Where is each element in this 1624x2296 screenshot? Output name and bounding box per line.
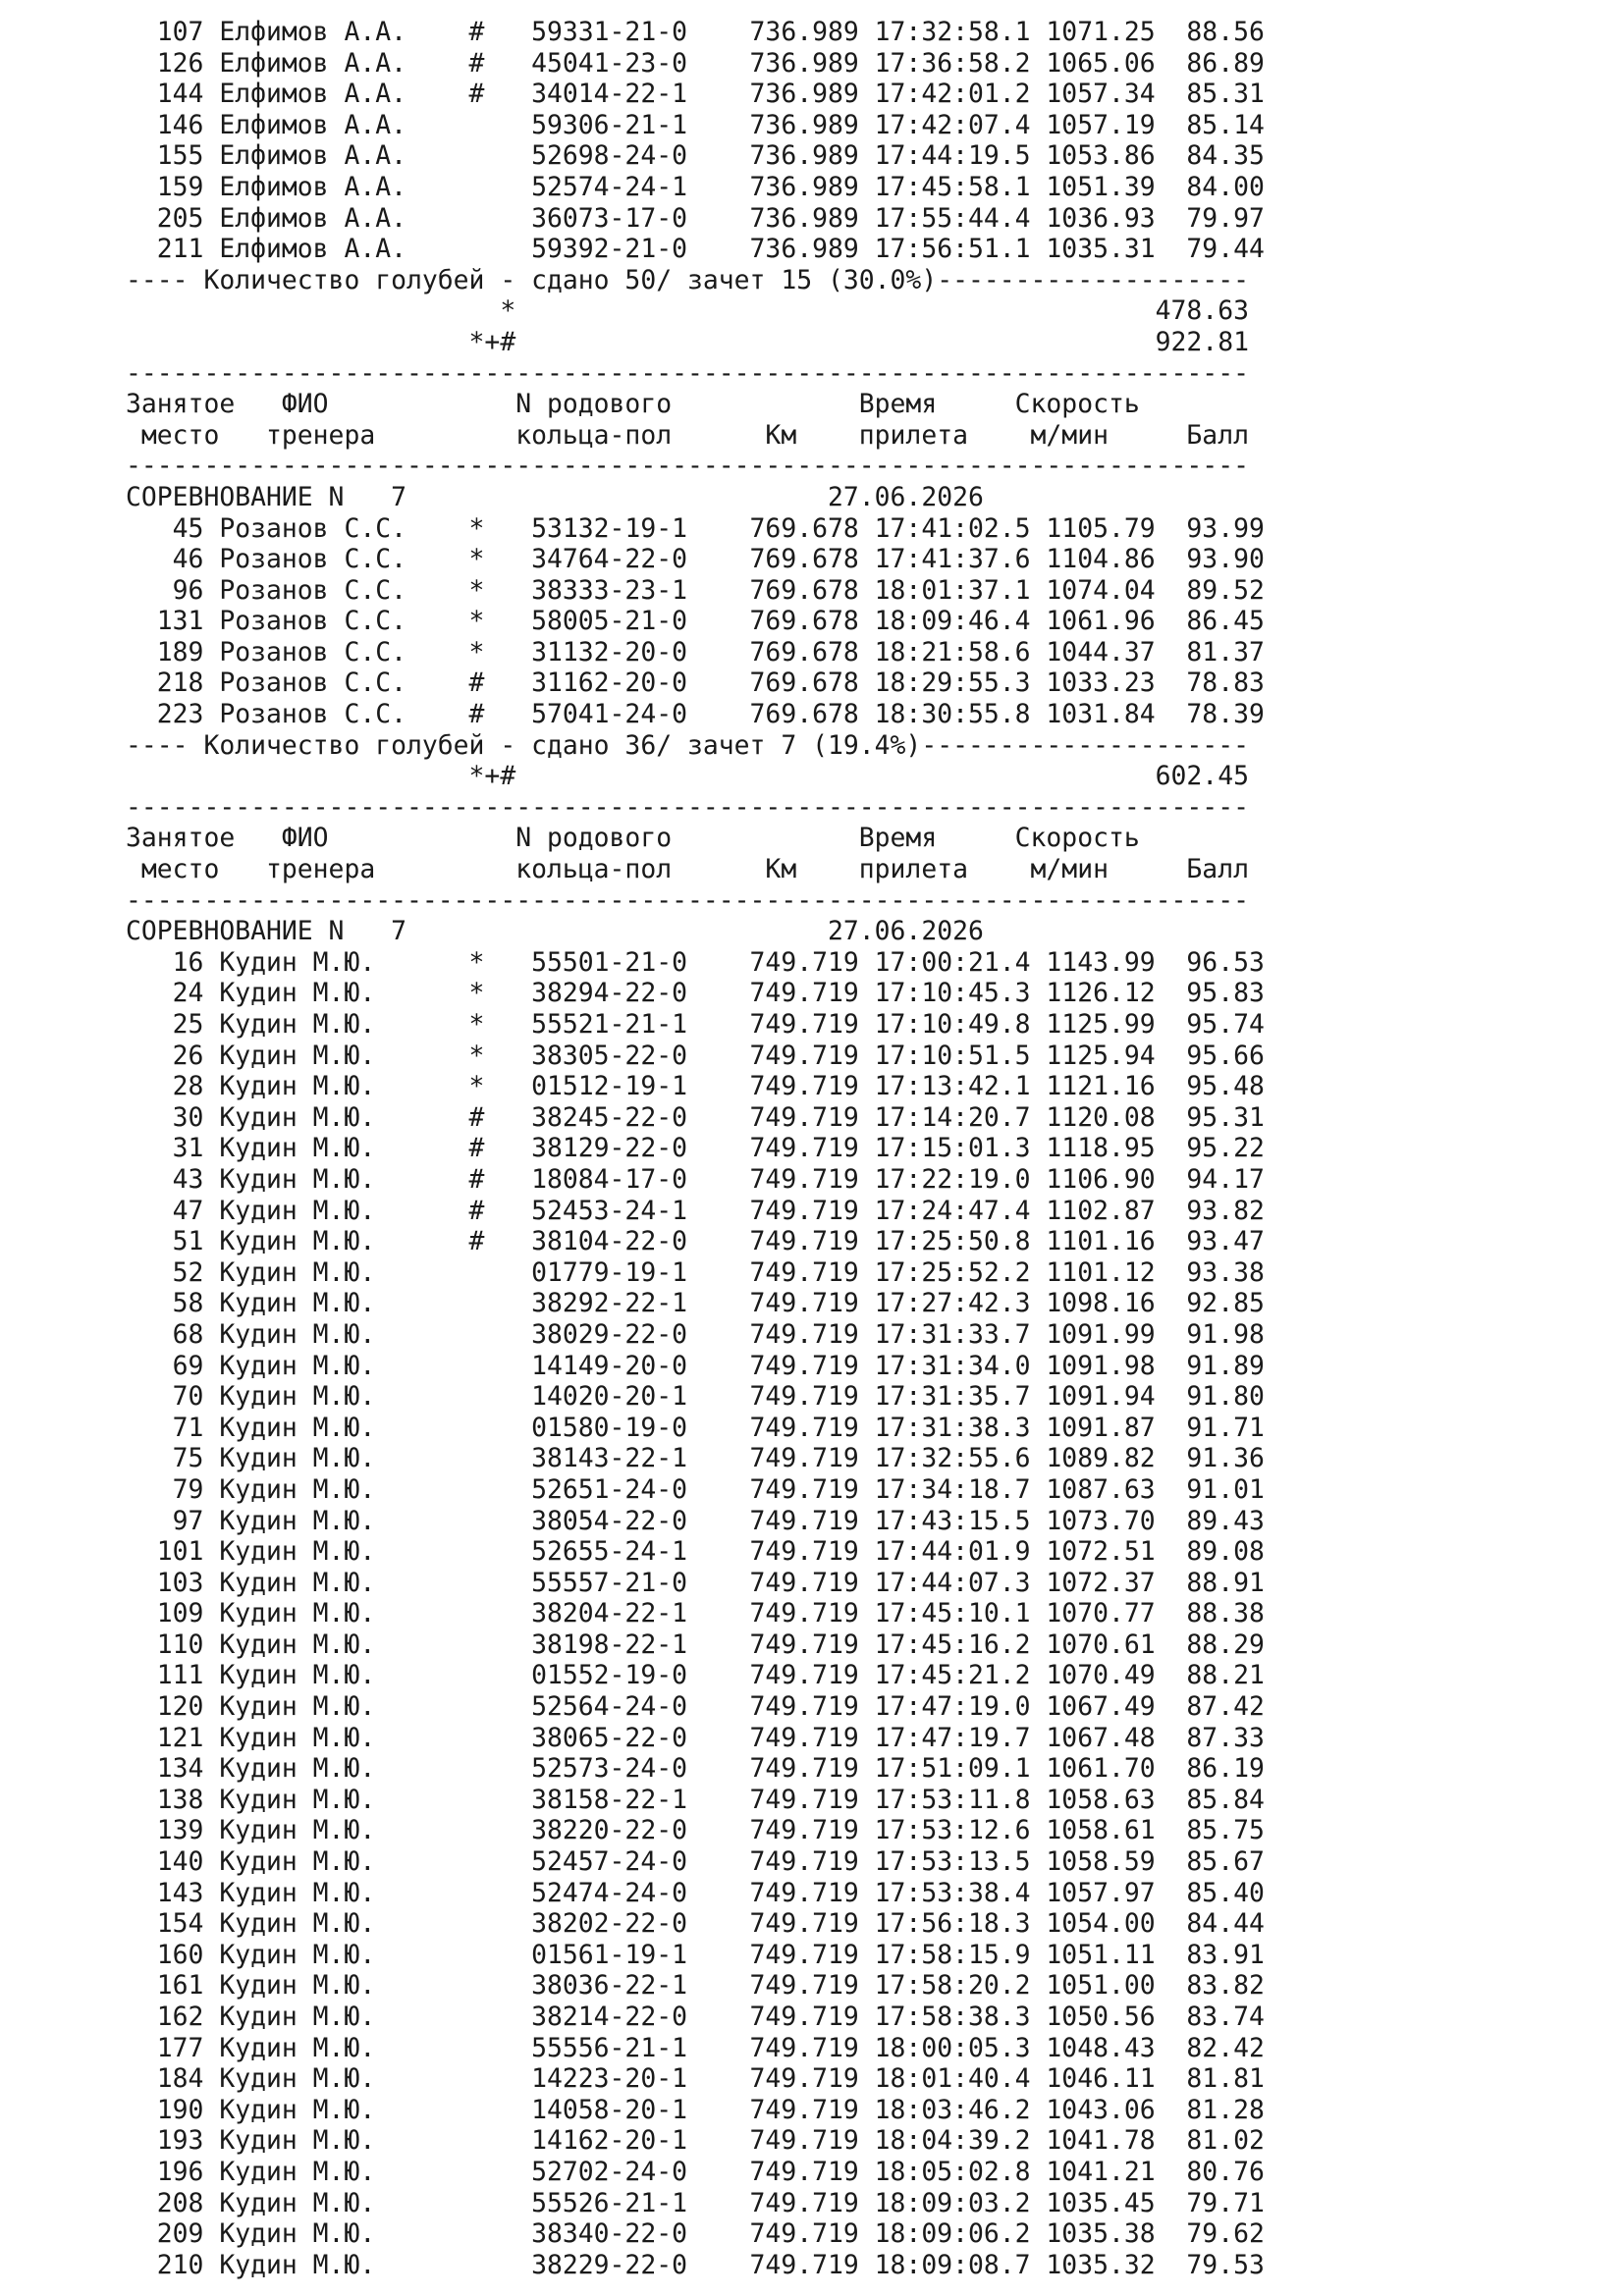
result-row: 144 Елфимов А.А. # 34014-22-1 736.989 17:42:01.2 1057.34 85.31 — [126, 79, 1265, 110]
result-row: 143 Кудин М.Ю. 52474-24-0 749.719 17:53:38.4 1057.97 85.40 — [126, 1877, 1265, 1908]
column-header: место тренера кольца-пол Км прилета м/мин Балл — [126, 419, 1249, 451]
result-row: 218 Розанов С.С. # 31162-20-0 769.678 18:29:55.3 1033.23 78.83 — [126, 667, 1265, 699]
result-row: 24 Кудин М.Ю. * 38294-22-0 749.719 17:10:45.3 1126.12 95.83 — [126, 978, 1265, 1009]
result-row: 101 Кудин М.Ю. 52655-24-1 749.719 17:44:01.9 1072.51 89.08 — [126, 1536, 1265, 1568]
result-row: 138 Кудин М.Ю. 38158-22-1 749.719 17:53:11.8 1058.63 85.84 — [126, 1784, 1265, 1815]
separator-line: ------------------------------------------------------------------------ — [126, 884, 1249, 916]
result-row: 140 Кудин М.Ю. 52457-24-0 749.719 17:53:13.5 1058.59 85.67 — [126, 1846, 1265, 1878]
pigeon-count-summary: ---- Количество голубей - сдано 36/ зачет 7 (19.4%)--------------------- — [126, 729, 1249, 761]
result-row: 47 Кудин М.Ю. # 52453-24-1 749.719 17:24:47.4 1102.87 93.82 — [126, 1195, 1265, 1226]
result-row: 196 Кудин М.Ю. 52702-24-0 749.719 18:05:02.8 1041.21 80.76 — [126, 2156, 1265, 2187]
result-row: 184 Кудин М.Ю. 14223-20-1 749.719 18:01:40.4 1046.11 81.81 — [126, 2063, 1265, 2095]
result-row: 68 Кудин М.Ю. 38029-22-0 749.719 17:31:33.7 1091.99 91.98 — [126, 1318, 1265, 1350]
result-row: 75 Кудин М.Ю. 38143-22-1 749.719 17:32:55.6 1089.82 91.36 — [126, 1443, 1265, 1474]
result-row: 177 Кудин М.Ю. 55556-21-1 749.719 18:00:05.3 1048.43 82.42 — [126, 2032, 1265, 2063]
result-row: 160 Кудин М.Ю. 01561-19-1 749.719 17:58:15.9 1051.11 83.91 — [126, 1939, 1265, 1970]
result-row: 210 Кудин М.Ю. 38229-22-0 749.719 18:09:08.7 1035.32 79.53 — [126, 2249, 1265, 2280]
result-row: 190 Кудин М.Ю. 14058-20-1 749.719 18:03:46.2 1043.06 81.28 — [126, 2094, 1265, 2125]
result-row: 52 Кудин М.Ю. 01779-19-1 749.719 17:25:52.2 1101.12 93.38 — [126, 1256, 1265, 1288]
result-row: 79 Кудин М.Ю. 52651-24-0 749.719 17:34:18.7 1087.63 91.01 — [126, 1473, 1265, 1505]
result-row: 146 Елфимов А.А. 59306-21-1 736.989 17:42:07.4 1057.19 85.14 — [126, 109, 1265, 140]
result-row: 111 Кудин М.Ю. 01552-19-0 749.719 17:45:21.2 1070.49 88.21 — [126, 1660, 1265, 1691]
result-row: 208 Кудин М.Ю. 55526-21-1 749.719 18:09:03.2 1035.45 79.71 — [126, 2187, 1265, 2218]
competition-header: СОРЕВНОВАНИЕ N 7 27.06.2026 — [126, 481, 984, 512]
result-row: 16 Кудин М.Ю. * 55501-21-0 749.719 17:00:21.4 1143.99 96.53 — [126, 946, 1265, 978]
pigeon-count-summary: ---- Количество голубей - сдано 50/ зачет 15 (30.0%)-------------------- — [126, 264, 1249, 295]
result-row: 109 Кудин М.Ю. 38204-22-1 749.719 17:45:10.1 1070.77 88.38 — [126, 1598, 1265, 1629]
race-results-report — [126, 17, 1265, 2280]
result-row: 209 Кудин М.Ю. 38340-22-0 749.719 18:09:06.2 1035.38 79.62 — [126, 2218, 1265, 2250]
result-row: 162 Кудин М.Ю. 38214-22-0 749.719 17:58:38.3 1050.56 83.74 — [126, 2002, 1265, 2032]
result-row: 154 Кудин М.Ю. 38202-22-0 749.719 17:56:18.3 1054.00 84.44 — [126, 1908, 1265, 1940]
result-row: 25 Кудин М.Ю. * 55521-21-1 749.719 17:10:49.8 1125.99 95.74 — [126, 1009, 1265, 1040]
separator-line: ------------------------------------------------------------------------ — [126, 357, 1249, 389]
result-row: 155 Елфимов А.А. 52698-24-0 736.989 17:44:19.5 1053.86 84.35 — [126, 140, 1265, 172]
column-header: Занятое ФИО N родового Время Скорость — [126, 389, 1140, 420]
result-row: 46 Розанов С.С. * 34764-22-0 769.678 17:41:37.6 1104.86 93.90 — [126, 544, 1265, 575]
separator-line: ------------------------------------------------------------------------ — [126, 791, 1249, 823]
result-row: 26 Кудин М.Ю. * 38305-22-0 749.719 17:10:51.5 1125.94 95.66 — [126, 1040, 1265, 1071]
result-row: 28 Кудин М.Ю. * 01512-19-1 749.719 17:13:42.1 1121.16 95.48 — [126, 1071, 1265, 1102]
result-row: 193 Кудин М.Ю. 14162-20-1 749.719 18:04:39.2 1041.78 81.02 — [126, 2125, 1265, 2157]
result-row: 58 Кудин М.Ю. 38292-22-1 749.719 17:27:42.3 1098.16 92.85 — [126, 1288, 1265, 1319]
separator-line: ------------------------------------------------------------------------ — [126, 451, 1249, 482]
result-row: 121 Кудин М.Ю. 38065-22-0 749.719 17:47:19.7 1067.48 87.33 — [126, 1722, 1265, 1753]
result-row: 161 Кудин М.Ю. 38036-22-1 749.719 17:58:20.2 1051.00 83.82 — [126, 1970, 1265, 2002]
result-row: 189 Розанов С.С. * 31132-20-0 769.678 18:21:58.6 1044.37 81.37 — [126, 636, 1265, 667]
points-total: *+# 602.45 — [126, 761, 1249, 792]
result-row: 69 Кудин М.Ю. 14149-20-0 749.719 17:31:34.0 1091.98 91.89 — [126, 1350, 1265, 1381]
column-header: Занятое ФИО N родового Время Скорость — [126, 823, 1140, 854]
result-row: 96 Розанов С.С. * 38333-23-1 769.678 18:01:37.1 1074.04 89.52 — [126, 574, 1265, 606]
result-row: 223 Розанов С.С. # 57041-24-0 769.678 18:30:55.8 1031.84 78.39 — [126, 699, 1265, 730]
column-header: место тренера кольца-пол Км прилета м/мин Балл — [126, 854, 1249, 885]
result-row: 139 Кудин М.Ю. 38220-22-0 749.719 17:53:12.6 1058.61 85.75 — [126, 1815, 1265, 1846]
points-total: * 478.63 — [126, 295, 1249, 327]
result-row: 159 Елфимов А.А. 52574-24-1 736.989 17:45:58.1 1051.39 84.00 — [126, 171, 1265, 202]
result-row: 211 Елфимов А.А. 59392-21-0 736.989 17:56:51.1 1035.31 79.44 — [126, 234, 1265, 265]
result-row: 126 Елфимов А.А. # 45041-23-0 736.989 17:36:58.2 1065.06 86.89 — [126, 47, 1265, 79]
result-row: 51 Кудин М.Ю. # 38104-22-0 749.719 17:25:50.8 1101.16 93.47 — [126, 1226, 1265, 1257]
result-row: 45 Розанов С.С. * 53132-19-1 769.678 17:41:02.5 1105.79 93.99 — [126, 512, 1265, 544]
result-row: 131 Розанов С.С. * 58005-21-0 769.678 18:09:46.4 1061.96 86.45 — [126, 606, 1265, 637]
result-row: 120 Кудин М.Ю. 52564-24-0 749.719 17:47:19.0 1067.49 87.42 — [126, 1691, 1265, 1723]
result-row: 134 Кудин М.Ю. 52573-24-0 749.719 17:51:09.1 1061.70 86.19 — [126, 1753, 1265, 1785]
result-row: 30 Кудин М.Ю. # 38245-22-0 749.719 17:14:20.7 1120.08 95.31 — [126, 1101, 1265, 1133]
competition-header: СОРЕВНОВАНИЕ N 7 27.06.2026 — [126, 916, 984, 947]
result-row: 110 Кудин М.Ю. 38198-22-1 749.719 17:45:16.2 1070.61 88.29 — [126, 1629, 1265, 1660]
points-total: *+# 922.81 — [126, 326, 1249, 357]
result-row: 103 Кудин М.Ю. 55557-21-0 749.719 17:44:07.3 1072.37 88.91 — [126, 1567, 1265, 1598]
result-row: 71 Кудин М.Ю. 01580-19-0 749.719 17:31:38.3 1091.87 91.71 — [126, 1412, 1265, 1443]
result-row: 97 Кудин М.Ю. 38054-22-0 749.719 17:43:15.5 1073.70 89.43 — [126, 1505, 1265, 1536]
result-row: 205 Елфимов А.А. 36073-17-0 736.989 17:55:44.4 1036.93 79.97 — [126, 202, 1265, 234]
result-row: 70 Кудин М.Ю. 14020-20-1 749.719 17:31:35.7 1091.94 91.80 — [126, 1381, 1265, 1413]
result-row: 43 Кудин М.Ю. # 18084-17-0 749.719 17:22:19.0 1106.90 94.17 — [126, 1163, 1265, 1195]
result-row: 31 Кудин М.Ю. # 38129-22-0 749.719 17:15:01.3 1118.95 95.22 — [126, 1133, 1265, 1164]
result-row: 107 Елфимов А.А. # 59331-21-0 736.989 17:32:58.1 1071.25 88.56 — [126, 17, 1265, 47]
